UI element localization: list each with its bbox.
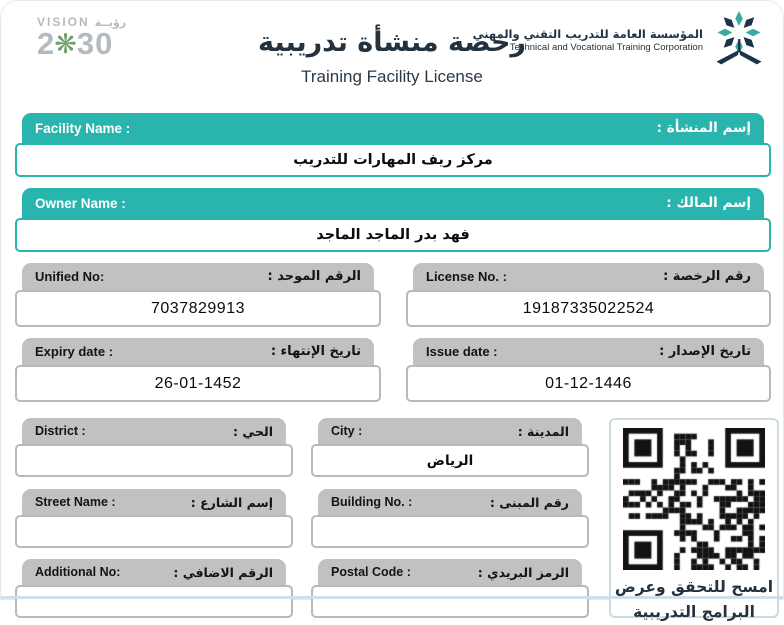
- unified-no-label-en: Unified No:: [35, 269, 105, 284]
- additional-no-label-ar: الرقم الاضافي :: [173, 564, 273, 580]
- building-no-label-en: Building No. :: [331, 495, 413, 509]
- field-facility-name: [15, 113, 771, 177]
- street-name-label-en: Street Name :: [35, 495, 116, 509]
- tvtc-name-arabic: المؤسسة العامة للتدريب التقني والمهني: [472, 26, 703, 41]
- qr-panel: [609, 418, 779, 621]
- street-name-header: [22, 489, 286, 515]
- license-no-label-en: License No. :: [426, 269, 507, 284]
- vision-text-ar: رؤيــة: [94, 15, 127, 29]
- license-no-header: [413, 263, 764, 290]
- additional-no-header: [22, 559, 286, 585]
- city-value: الرياض: [311, 444, 589, 477]
- city-header: [318, 418, 582, 444]
- district-header: [22, 418, 286, 444]
- issue-date-label-en: Issue date :: [426, 344, 498, 359]
- facility-name-label-ar: إسم المنشأة :: [656, 120, 751, 136]
- field-owner-name: [15, 188, 771, 252]
- issue-date-value: 01-12-1446: [406, 365, 771, 402]
- district-label-ar: الحي :: [233, 423, 273, 439]
- postal-code-label-en: Postal Code :: [331, 565, 411, 579]
- license-no-value: 19187335022524: [406, 290, 771, 327]
- field-district: [15, 418, 293, 477]
- issue-date-label-ar: تاريخ الإصدار :: [659, 344, 751, 359]
- qr-caption: [611, 575, 777, 625]
- owner-name-label-ar: إسم المالك :: [666, 195, 751, 211]
- page-bottom-edge: [1, 596, 783, 599]
- issue-date-header: [413, 338, 764, 365]
- qr-code: [623, 428, 765, 570]
- facility-name-header: [22, 113, 764, 143]
- building-no-value: [311, 515, 589, 548]
- additional-no-value: [15, 585, 293, 618]
- field-license-no: [406, 263, 771, 327]
- field-building-no: [311, 489, 589, 548]
- owner-name-value: فهد بدر الماجد الماجد: [15, 218, 771, 252]
- postal-code-label-ar: الرمز البريدي :: [477, 564, 569, 580]
- field-unified-no: [15, 263, 381, 327]
- district-value: [15, 444, 293, 477]
- vision-year-suffix: 30: [76, 26, 114, 61]
- field-city: [311, 418, 589, 477]
- facility-name-label-en: Facility Name :: [35, 120, 131, 136]
- street-name-value: [15, 515, 293, 548]
- additional-no-label-en: Additional No:: [35, 565, 121, 579]
- field-street-name: [15, 489, 293, 548]
- tvtc-logo: [473, 7, 769, 73]
- owner-name-label-en: Owner Name :: [35, 195, 126, 211]
- field-additional-no: [15, 559, 293, 618]
- tvtc-name-english: Technical and Vocational Training Corporation: [509, 41, 703, 53]
- vision-year-prefix: 2: [37, 26, 56, 61]
- page-title-arabic: رخصة منشأة تدريبية: [258, 27, 526, 58]
- expiry-date-header: [22, 338, 374, 365]
- district-label-en: District :: [35, 424, 86, 438]
- tvtc-star-icon: [709, 7, 769, 73]
- expiry-date-label-ar: تاريخ الإنتهاء :: [270, 344, 361, 359]
- unified-no-header: [22, 263, 374, 290]
- building-no-header: [318, 489, 582, 515]
- expiry-date-value: 26-01-1452: [15, 365, 381, 402]
- unified-no-label-ar: الرقم الموحد :: [267, 269, 361, 284]
- qr-caption-line2: البرامج التدريبية: [633, 603, 755, 621]
- city-label-ar: المدينة :: [517, 423, 569, 439]
- expiry-date-label-en: Expiry date :: [35, 344, 114, 359]
- street-name-label-ar: إسم الشارع :: [190, 494, 273, 510]
- tvtc-logo-text: [473, 27, 703, 54]
- page-title-english: Training Facility License: [301, 67, 483, 86]
- owner-name-header: [22, 188, 764, 218]
- field-expiry-date: [15, 338, 381, 402]
- unified-no-value: 7037829913: [15, 290, 381, 327]
- license-no-label-ar: رقم الرخصة :: [663, 269, 751, 284]
- building-no-label-ar: رقم المبنى :: [489, 494, 569, 510]
- palm-emblem-icon: ❋: [54, 28, 78, 59]
- postal-code-value: [311, 585, 589, 618]
- facility-name-value: مركز ريف المهارات للتدريب: [15, 143, 771, 177]
- city-label-en: City :: [331, 424, 363, 438]
- postal-code-header: [318, 559, 582, 585]
- qr-caption-line1: امسح للتحقق وعرض: [614, 578, 774, 596]
- field-postal-code: [311, 559, 589, 618]
- field-issue-date: [406, 338, 771, 402]
- vision-text-en: VISION: [37, 15, 90, 29]
